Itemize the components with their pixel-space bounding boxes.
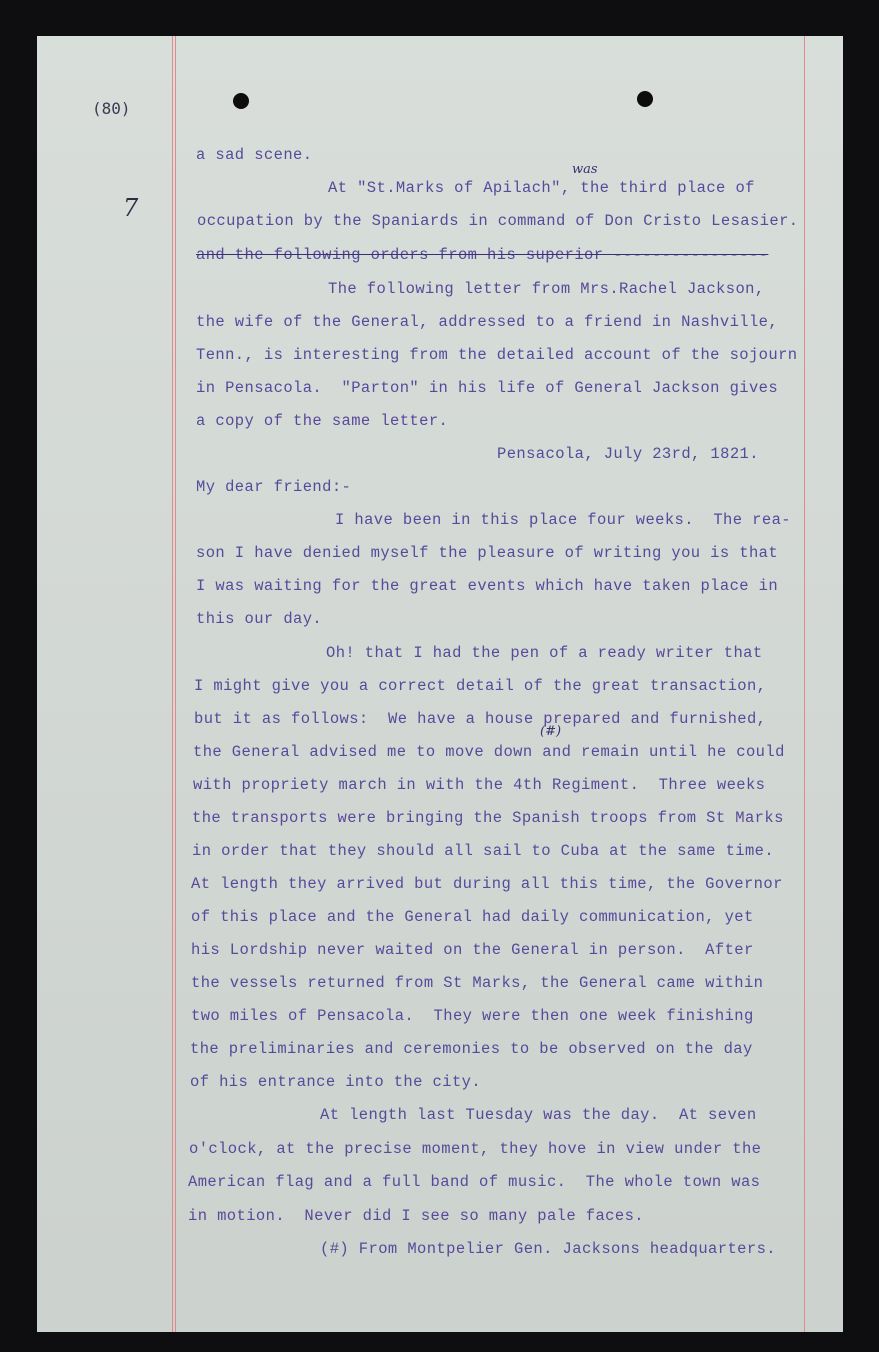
text-line: I have been in this place four weeks. The rea-	[335, 511, 791, 529]
text-line: I might give you a correct detail of the great transaction,	[194, 677, 767, 695]
text-line: the vessels returned from St Marks, the General came within	[191, 974, 764, 992]
margin-rule-right	[804, 36, 805, 1332]
text-line: with propriety march in with the 4th Regiment. Three weeks	[193, 776, 766, 794]
text-line: Oh! that I had the pen of a ready writer that	[326, 644, 763, 662]
footnote: (#) From Montpelier Gen. Jacksons headquarters.	[320, 1240, 776, 1258]
text-line: American flag and a full band of music. The whole town was	[188, 1173, 761, 1191]
text-line: the transports were bringing the Spanish troops from St Marks	[192, 809, 784, 827]
text-line: the wife of the General, addressed to a friend in Nashville,	[196, 313, 779, 331]
punch-hole-left	[233, 93, 249, 109]
text-line: the General advised me to move down and remain until he could	[193, 743, 785, 761]
footnote-marker: (#)	[540, 724, 562, 739]
punch-hole-right	[637, 91, 653, 107]
text-line: At length last Tuesday was the day. At seven	[320, 1106, 757, 1124]
text-line: occupation by the Spaniards in command of Don Cristo Lesasier.	[197, 212, 799, 230]
text-line: two miles of Pensacola. They were then one week finishing	[191, 1007, 754, 1025]
handwritten-insert-was: was	[572, 162, 598, 177]
text-line: of his entrance into the city.	[190, 1073, 482, 1091]
text-line: son I have denied myself the pleasure of writing you is that	[196, 544, 779, 562]
text-line: o'clock, at the precise moment, they hove in view under the	[189, 1140, 762, 1158]
text-line: in Pensacola. "Parton" in his life of General Jackson gives	[196, 379, 779, 397]
text-line: in order that they should all sail to Cuba at the same time.	[192, 842, 775, 860]
text-line: of this place and the General had daily communication, yet	[191, 908, 754, 926]
text-line: I was waiting for the great events which have taken place in	[196, 577, 779, 595]
text-line: his Lordship never waited on the General in person. After	[191, 941, 754, 959]
letter-salutation: My dear friend:-	[196, 478, 352, 496]
margin-rule-left	[172, 36, 173, 1332]
text-line: At length they arrived but during all this time, the Governor	[191, 875, 783, 893]
text-line: a sad scene.	[196, 146, 313, 164]
text-line: this our day.	[196, 610, 323, 628]
text-line: but it as follows: We have a house prepared and furnished,	[194, 710, 767, 728]
text-line: in motion. Never did I see so many pale faces.	[188, 1207, 644, 1225]
struck-text-line: and the following orders from his superior ----------------	[196, 246, 769, 264]
text-line: The following letter from Mrs.Rachel Jackson,	[328, 280, 765, 298]
margin-handwritten-mark: 7	[123, 194, 139, 222]
letter-date: Pensacola, July 23rd, 1821.	[497, 445, 759, 463]
text-line: a copy of the same letter.	[196, 412, 449, 430]
margin-rule-left-inner	[175, 36, 176, 1332]
text-line: At "St.Marks of Apilach", the third place of	[328, 179, 755, 197]
text-line: Tenn., is interesting from the detailed account of the sojourn	[196, 346, 798, 364]
text-line: the preliminaries and ceremonies to be observed on the day	[190, 1040, 753, 1058]
page-number: (80)	[92, 99, 131, 118]
